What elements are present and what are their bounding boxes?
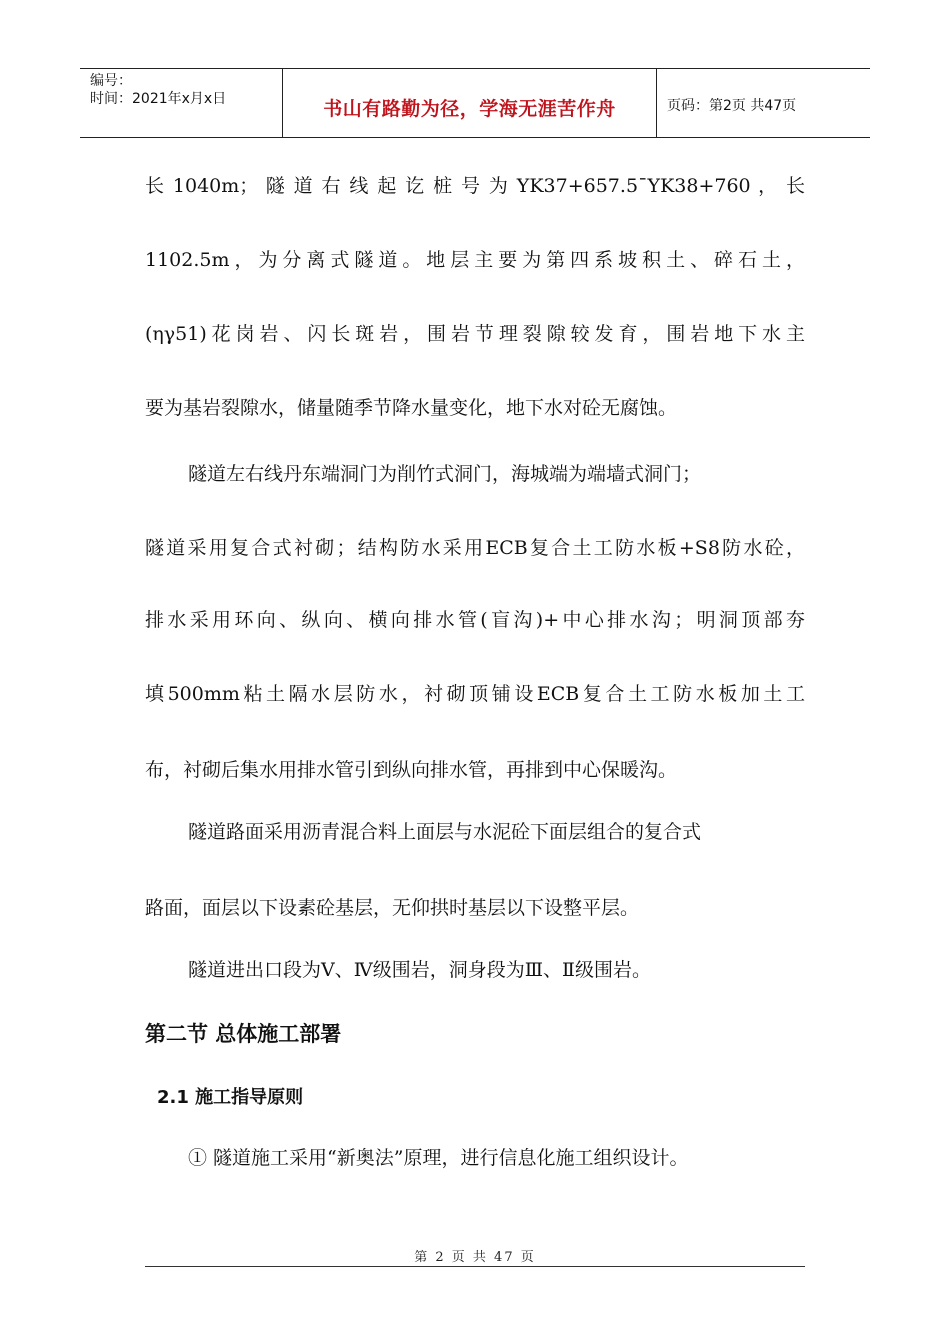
footer-rule	[145, 1266, 805, 1267]
body-line: 填500mm粘土隔水层防水，衬砌顶铺设ECB复合土工防水板加土工	[145, 683, 805, 705]
header-page-cell	[657, 69, 870, 137]
body-line: 要为基岩裂隙水，储量随季节降水量变化，地下水对砼无腐蚀。	[145, 397, 678, 419]
body-line: (ηγ51)花岗岩、闪长斑岩，围岩节理裂隙较发育，围岩地下水主	[145, 323, 805, 345]
header-motto: 书山有路勤为径，学海无涯苦作舟	[323, 98, 616, 120]
header-motto-cell	[283, 69, 657, 137]
body-line: 排水采用环向、纵向、横向排水管(盲沟)+中心排水沟；明洞顶部夯	[145, 609, 805, 631]
body-line: 长 1040m； 隧 道 右 线 起 讫 桩 号 为 YK37+657.5¯YK38+760 ， 长	[145, 175, 805, 197]
body-paragraph-start: 隧道进出口段为Ⅴ、Ⅳ级围岩，洞身段为Ⅲ、Ⅱ级围岩。	[188, 959, 651, 981]
footer-page-number: 第 2 页 共 47 页	[414, 1250, 536, 1265]
header-page-info: 页码：第2页 共47页	[667, 98, 797, 114]
body-line: 1102.5m，为分离式隧道。地层主要为第四系坡积土、碎石土，	[145, 249, 805, 271]
document-date: 时间：2021年x月x日	[90, 91, 227, 107]
body-line: 路面，面层以下设素砼基层，无仰拱时基层以下设整平层。	[145, 897, 640, 919]
section-heading: 第二节 总体施工部署	[145, 1022, 342, 1046]
subsection-heading: 2.1 施工指导原则	[157, 1087, 304, 1108]
body-line: 布，衬砌后集水用排水管引到纵向排水管，再排到中心保暖沟。	[145, 759, 678, 781]
document-number-label: 编号：	[90, 73, 132, 89]
page-header	[80, 68, 870, 138]
body-paragraph-start: 隧道路面采用沥青混合料上面层与水泥砼下面层组合的复合式	[188, 821, 702, 843]
header-meta-cell	[80, 69, 283, 137]
body-paragraph-start: 隧道左右线丹东端洞门为削竹式洞门，海城端为端墙式洞门；	[188, 463, 702, 485]
body-line: 隧道采用复合式衬砌；结构防水采用ECB复合土工防水板+S8防水砼，	[145, 537, 805, 559]
principle-item: ① 隧道施工采用“新奥法”原理，进行信息化施工组织设计。	[188, 1147, 689, 1169]
